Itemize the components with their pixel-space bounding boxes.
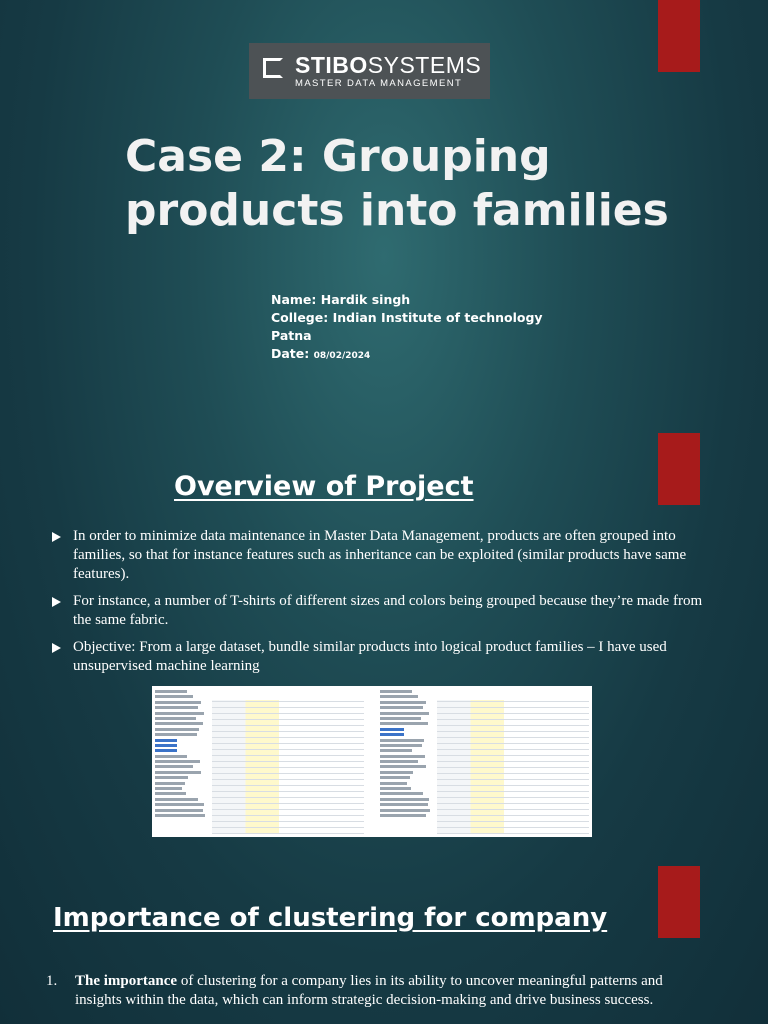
author-info [271,291,543,365]
logo-brand: STIBOSYSTEMS [295,52,482,78]
name-value: Hardik singh [320,292,411,307]
software-screenshot-image [152,686,592,837]
bullet-item: For instance, a number of T-shirts of different sizes and colors being grouped because they’re made from the same fabric. [52,592,722,630]
list-item [46,972,686,1010]
logo-bracket-icon [263,58,283,78]
bullet-item: Objective: From a large dataset, bundle similar products into logical product families – I have used unsupervised machine learning [52,638,722,676]
college-label: College: [271,310,329,325]
red-accent-bar [658,0,700,72]
title-line-2: products into families [125,185,669,236]
list-number: 1. [46,973,58,989]
red-accent-bar [658,433,700,505]
college-value-cont: Patna [271,328,312,343]
title-line-1: Case 2: Grouping [125,131,551,182]
attribute-grid [437,700,589,834]
screenshot-pane-left [152,686,367,837]
list-item-text: of clustering for a company lies in its ability to uncover meaningful patterns and insights within the data, which can inform strategic decision-making and drive business success. [75,973,663,1008]
date-label: Date: [271,346,310,361]
importance-list [46,972,686,1010]
logo-tagline: MASTER DATA MANAGEMENT [295,78,463,89]
overview-heading: Overview of Project [174,471,474,502]
college-value: Indian Institute of technology [332,310,543,325]
red-accent-bar [658,866,700,938]
tree-view [155,690,209,819]
screenshot-pane-right [377,686,592,837]
title-slide [0,0,768,420]
attribute-grid [212,700,364,834]
list-item-bold: The importance [75,973,178,989]
date-value: 08/02/2024 [313,351,371,361]
bullet-item: In order to minimize data maintenance in Master Data Management, products are often grouped into families, so that for instance features such as inheritance can be exploited (similar products have same features). [52,527,722,584]
tree-view [380,690,434,819]
overview-bullet-list [52,527,722,684]
name-label: Name: [271,292,317,307]
importance-heading: Importance of clustering for company [53,903,608,933]
slide-title [125,130,705,238]
company-logo [249,43,490,99]
